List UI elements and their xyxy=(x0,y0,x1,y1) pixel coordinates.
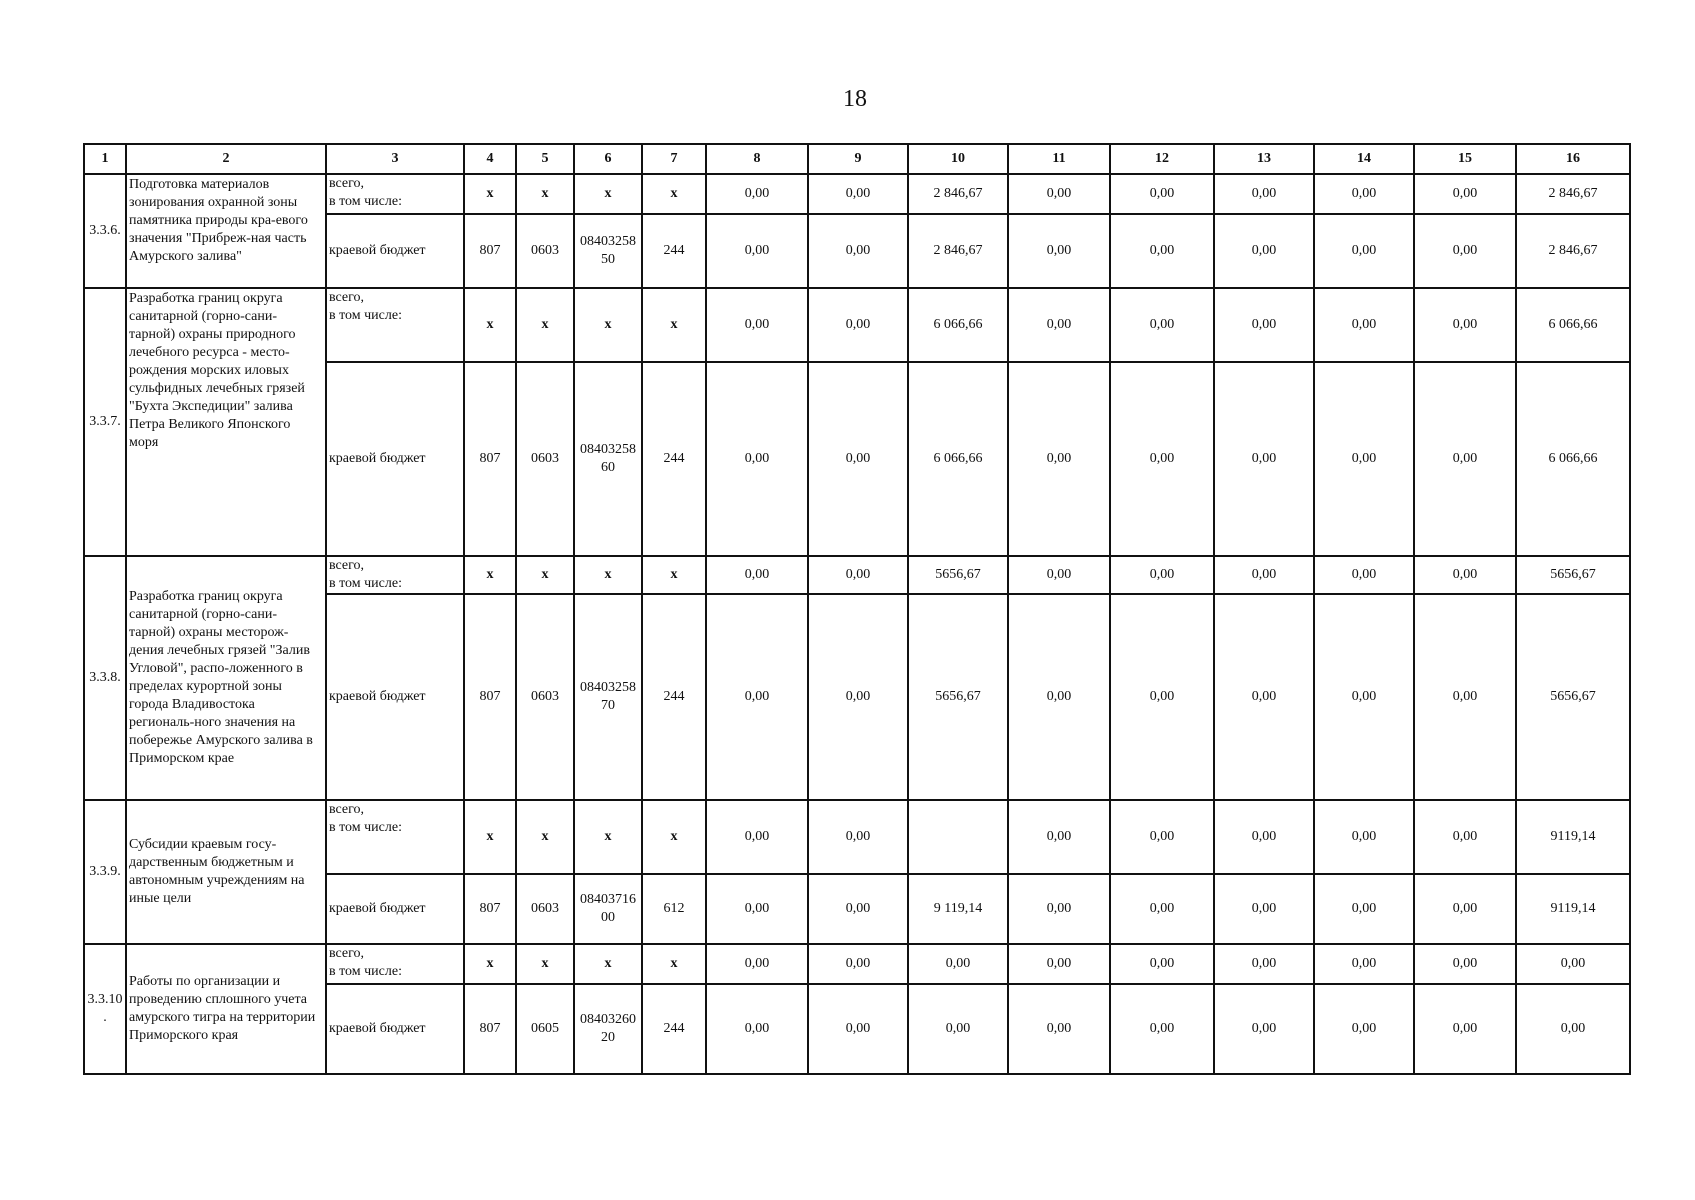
amount-cell: 0,00 xyxy=(706,174,808,214)
col-header: 2 xyxy=(126,144,326,174)
amount-cell: 0,00 xyxy=(1414,594,1516,800)
expense-type-code: 244 xyxy=(642,362,706,556)
amount-cell: 0,00 xyxy=(1214,984,1314,1074)
col-header: 8 xyxy=(706,144,808,174)
amount-cell: 0,00 xyxy=(808,800,908,874)
table-row-total xyxy=(84,174,1630,214)
amount-cell: 0,00 xyxy=(1214,174,1314,214)
amount-cell: 0,00 xyxy=(1314,944,1414,984)
amount-cell: 0,00 xyxy=(1214,214,1314,288)
expense-type-code: 244 xyxy=(642,594,706,800)
amount-cell: 0,00 xyxy=(808,984,908,1074)
amount-cell: 0,00 xyxy=(1008,556,1110,594)
table-row-total xyxy=(84,288,1630,362)
amount-cell: 0,00 xyxy=(1414,944,1516,984)
amount-cell: 0,00 xyxy=(1314,800,1414,874)
ministry-code: 807 xyxy=(464,362,516,556)
amount-cell: 2 846,67 xyxy=(1516,214,1630,288)
amount-cell: 5656,67 xyxy=(1516,594,1630,800)
amount-cell: 0,00 xyxy=(1414,984,1516,1074)
table-row-total xyxy=(84,944,1630,984)
ministry-code: 807 xyxy=(464,874,516,944)
section-code: x xyxy=(516,174,574,214)
item-number: 3.3.9. xyxy=(84,800,126,944)
col-header: 14 xyxy=(1314,144,1414,174)
amount-cell: 0,00 xyxy=(1110,556,1214,594)
amount-cell: 0,00 xyxy=(1414,874,1516,944)
amount-cell: 0,00 xyxy=(908,984,1008,1074)
amount-cell: 0,00 xyxy=(1314,362,1414,556)
funding-source: краевой бюджет xyxy=(326,594,464,800)
section-code: 0603 xyxy=(516,362,574,556)
table-row-total xyxy=(84,556,1630,594)
amount-cell: 0,00 xyxy=(706,944,808,984)
amount-cell: 0,00 xyxy=(1110,214,1214,288)
amount-cell: 0,00 xyxy=(1008,984,1110,1074)
amount-cell: 0,00 xyxy=(706,874,808,944)
target-code: x xyxy=(574,800,642,874)
expense-type-code: x xyxy=(642,800,706,874)
section-code: 0605 xyxy=(516,984,574,1074)
col-header: 15 xyxy=(1414,144,1516,174)
ministry-code: 807 xyxy=(464,214,516,288)
funding-source: всего, в том числе: xyxy=(326,800,464,874)
item-number: 3.3.8. xyxy=(84,556,126,800)
amount-cell: 0,00 xyxy=(1314,174,1414,214)
item-title: Субсидии краевым госу-дарственным бюджетным и автономным учреждениям на иные цели xyxy=(126,800,326,944)
amount-cell: 0,00 xyxy=(808,874,908,944)
amount-cell: 0,00 xyxy=(1314,874,1414,944)
amount-cell: 0,00 xyxy=(1008,362,1110,556)
col-header: 6 xyxy=(574,144,642,174)
amount-cell: 0,00 xyxy=(1214,556,1314,594)
amount-cell: 0,00 xyxy=(1110,174,1214,214)
section-code: x xyxy=(516,944,574,984)
ministry-code: 807 xyxy=(464,984,516,1074)
amount-cell: 0,00 xyxy=(1516,944,1630,984)
amount-cell: 0,00 xyxy=(1314,214,1414,288)
col-header: 7 xyxy=(642,144,706,174)
amount-cell: 5656,67 xyxy=(908,556,1008,594)
amount-cell: 0,00 xyxy=(706,800,808,874)
item-title: Подготовка материалов зонирования охранной зоны памятника природы кра-евого значения "Прибреж-ная часть Амурского залива" xyxy=(126,174,326,288)
amount-cell: 0,00 xyxy=(1110,362,1214,556)
amount-cell: 0,00 xyxy=(808,556,908,594)
amount-cell: 0,00 xyxy=(808,214,908,288)
amount-cell: 0,00 xyxy=(1214,800,1314,874)
funding-source: всего, в том числе: xyxy=(326,174,464,214)
expense-type-code: x xyxy=(642,944,706,984)
amount-cell: 0,00 xyxy=(1110,288,1214,362)
amount-cell: 0,00 xyxy=(1008,174,1110,214)
amount-cell: 0,00 xyxy=(706,556,808,594)
amount-cell: 6 066,66 xyxy=(1516,288,1630,362)
expense-type-code: 612 xyxy=(642,874,706,944)
section-code: 0603 xyxy=(516,874,574,944)
section-code: 0603 xyxy=(516,214,574,288)
expense-type-code: x xyxy=(642,288,706,362)
amount-cell: 0,00 xyxy=(908,944,1008,984)
budget-table xyxy=(83,143,1631,1075)
ministry-code: 807 xyxy=(464,594,516,800)
header-row xyxy=(84,144,1630,174)
target-code: x xyxy=(574,174,642,214)
col-header: 13 xyxy=(1214,144,1314,174)
ministry-code: x xyxy=(464,556,516,594)
amount-cell: 0,00 xyxy=(1008,288,1110,362)
amount-cell: 0,00 xyxy=(808,944,908,984)
item-number: 3.3.10 . xyxy=(84,944,126,1074)
item-number: 3.3.6. xyxy=(84,174,126,288)
ministry-code: x xyxy=(464,174,516,214)
amount-cell: 2 846,67 xyxy=(908,214,1008,288)
target-code: 08403716 00 xyxy=(574,874,642,944)
target-code: 08403258 50 xyxy=(574,214,642,288)
amount-cell: 6 066,66 xyxy=(1516,362,1630,556)
amount-cell: 0,00 xyxy=(1214,362,1314,556)
amount-cell: 2 846,67 xyxy=(908,174,1008,214)
amount-cell: 5656,67 xyxy=(908,594,1008,800)
target-code: x xyxy=(574,944,642,984)
target-code: 08403260 20 xyxy=(574,984,642,1074)
amount-cell: 0,00 xyxy=(1110,874,1214,944)
amount-cell: 0,00 xyxy=(1008,874,1110,944)
funding-source: всего, в том числе: xyxy=(326,288,464,362)
ministry-code: x xyxy=(464,288,516,362)
funding-source: краевой бюджет xyxy=(326,874,464,944)
table-row-total xyxy=(84,800,1630,874)
item-number: 3.3.7. xyxy=(84,288,126,556)
amount-cell: 0,00 xyxy=(706,362,808,556)
amount-cell: 0,00 xyxy=(1414,556,1516,594)
amount-cell: 0,00 xyxy=(1110,594,1214,800)
item-title: Разработка границ округа санитарной (горно-сани-тарной) охраны природного лечебного ресурса - место-рождения морских иловых сульфидных лечебных грязей "Бухта Экспедиции" залива Петра Великого Японского моря xyxy=(126,288,326,556)
amount-cell: 0,00 xyxy=(808,174,908,214)
col-header: 5 xyxy=(516,144,574,174)
amount-cell: 0,00 xyxy=(1414,362,1516,556)
amount-cell: 0,00 xyxy=(1008,944,1110,984)
item-title: Разработка границ округа санитарной (горно-сани-тарной) охраны месторож-дения лечебных грязей "Залив Угловой", распо-ложенного в пределах курортной зоны города Владивостока региональ-ного значения на побережье Амурского залива в Приморском крае xyxy=(126,556,326,800)
amount-cell: 0,00 xyxy=(706,214,808,288)
amount-cell: 0,00 xyxy=(1110,984,1214,1074)
expense-type-code: 244 xyxy=(642,214,706,288)
amount-cell: 0,00 xyxy=(1214,874,1314,944)
amount-cell: 0,00 xyxy=(1414,800,1516,874)
amount-cell: 9119,14 xyxy=(1516,800,1630,874)
amount-cell: 0,00 xyxy=(1516,984,1630,1074)
amount-cell: 0,00 xyxy=(1414,214,1516,288)
col-header: 11 xyxy=(1008,144,1110,174)
ministry-code: x xyxy=(464,800,516,874)
amount-cell: 0,00 xyxy=(1314,984,1414,1074)
amount-cell: 0,00 xyxy=(706,984,808,1074)
target-code: 08403258 70 xyxy=(574,594,642,800)
amount-cell: 9 119,14 xyxy=(908,874,1008,944)
col-header: 10 xyxy=(908,144,1008,174)
expense-type-code: x xyxy=(642,174,706,214)
col-header: 1 xyxy=(84,144,126,174)
expense-type-code: x xyxy=(642,556,706,594)
amount-cell: 9119,14 xyxy=(1516,874,1630,944)
amount-cell: 0,00 xyxy=(1110,944,1214,984)
amount-cell: 2 846,67 xyxy=(1516,174,1630,214)
amount-cell: 0,00 xyxy=(1314,288,1414,362)
amount-cell: 0,00 xyxy=(706,288,808,362)
amount-cell: 0,00 xyxy=(808,362,908,556)
amount-cell: 6 066,66 xyxy=(908,362,1008,556)
page-number: 18 xyxy=(843,86,867,112)
amount-cell: 0,00 xyxy=(1008,594,1110,800)
col-header: 9 xyxy=(808,144,908,174)
amount-cell: 0,00 xyxy=(1008,214,1110,288)
funding-source: всего, в том числе: xyxy=(326,556,464,594)
col-header: 3 xyxy=(326,144,464,174)
section-code: x xyxy=(516,556,574,594)
amount-cell: 0,00 xyxy=(1414,288,1516,362)
amount-cell: 0,00 xyxy=(1314,594,1414,800)
amount-cell: 0,00 xyxy=(1314,556,1414,594)
amount-cell: 0,00 xyxy=(1008,800,1110,874)
amount-cell: 0,00 xyxy=(1214,944,1314,984)
amount-cell xyxy=(908,800,1008,874)
amount-cell: 0,00 xyxy=(1110,800,1214,874)
funding-source: всего, в том числе: xyxy=(326,944,464,984)
col-header: 12 xyxy=(1110,144,1214,174)
amount-cell: 0,00 xyxy=(1214,594,1314,800)
amount-cell: 5656,67 xyxy=(1516,556,1630,594)
target-code: 08403258 60 xyxy=(574,362,642,556)
item-title: Работы по организации и проведению сплошного учета амурского тигра на территории Приморского края xyxy=(126,944,326,1074)
funding-source: краевой бюджет xyxy=(326,214,464,288)
amount-cell: 0,00 xyxy=(808,594,908,800)
col-header: 4 xyxy=(464,144,516,174)
col-header: 16 xyxy=(1516,144,1630,174)
amount-cell: 6 066,66 xyxy=(908,288,1008,362)
amount-cell: 0,00 xyxy=(808,288,908,362)
expense-type-code: 244 xyxy=(642,984,706,1074)
amount-cell: 0,00 xyxy=(706,594,808,800)
funding-source: краевой бюджет xyxy=(326,984,464,1074)
target-code: x xyxy=(574,288,642,362)
target-code: x xyxy=(574,556,642,594)
ministry-code: x xyxy=(464,944,516,984)
amount-cell: 0,00 xyxy=(1414,174,1516,214)
amount-cell: 0,00 xyxy=(1214,288,1314,362)
section-code: 0603 xyxy=(516,594,574,800)
section-code: x xyxy=(516,288,574,362)
funding-source: краевой бюджет xyxy=(326,362,464,556)
section-code: x xyxy=(516,800,574,874)
